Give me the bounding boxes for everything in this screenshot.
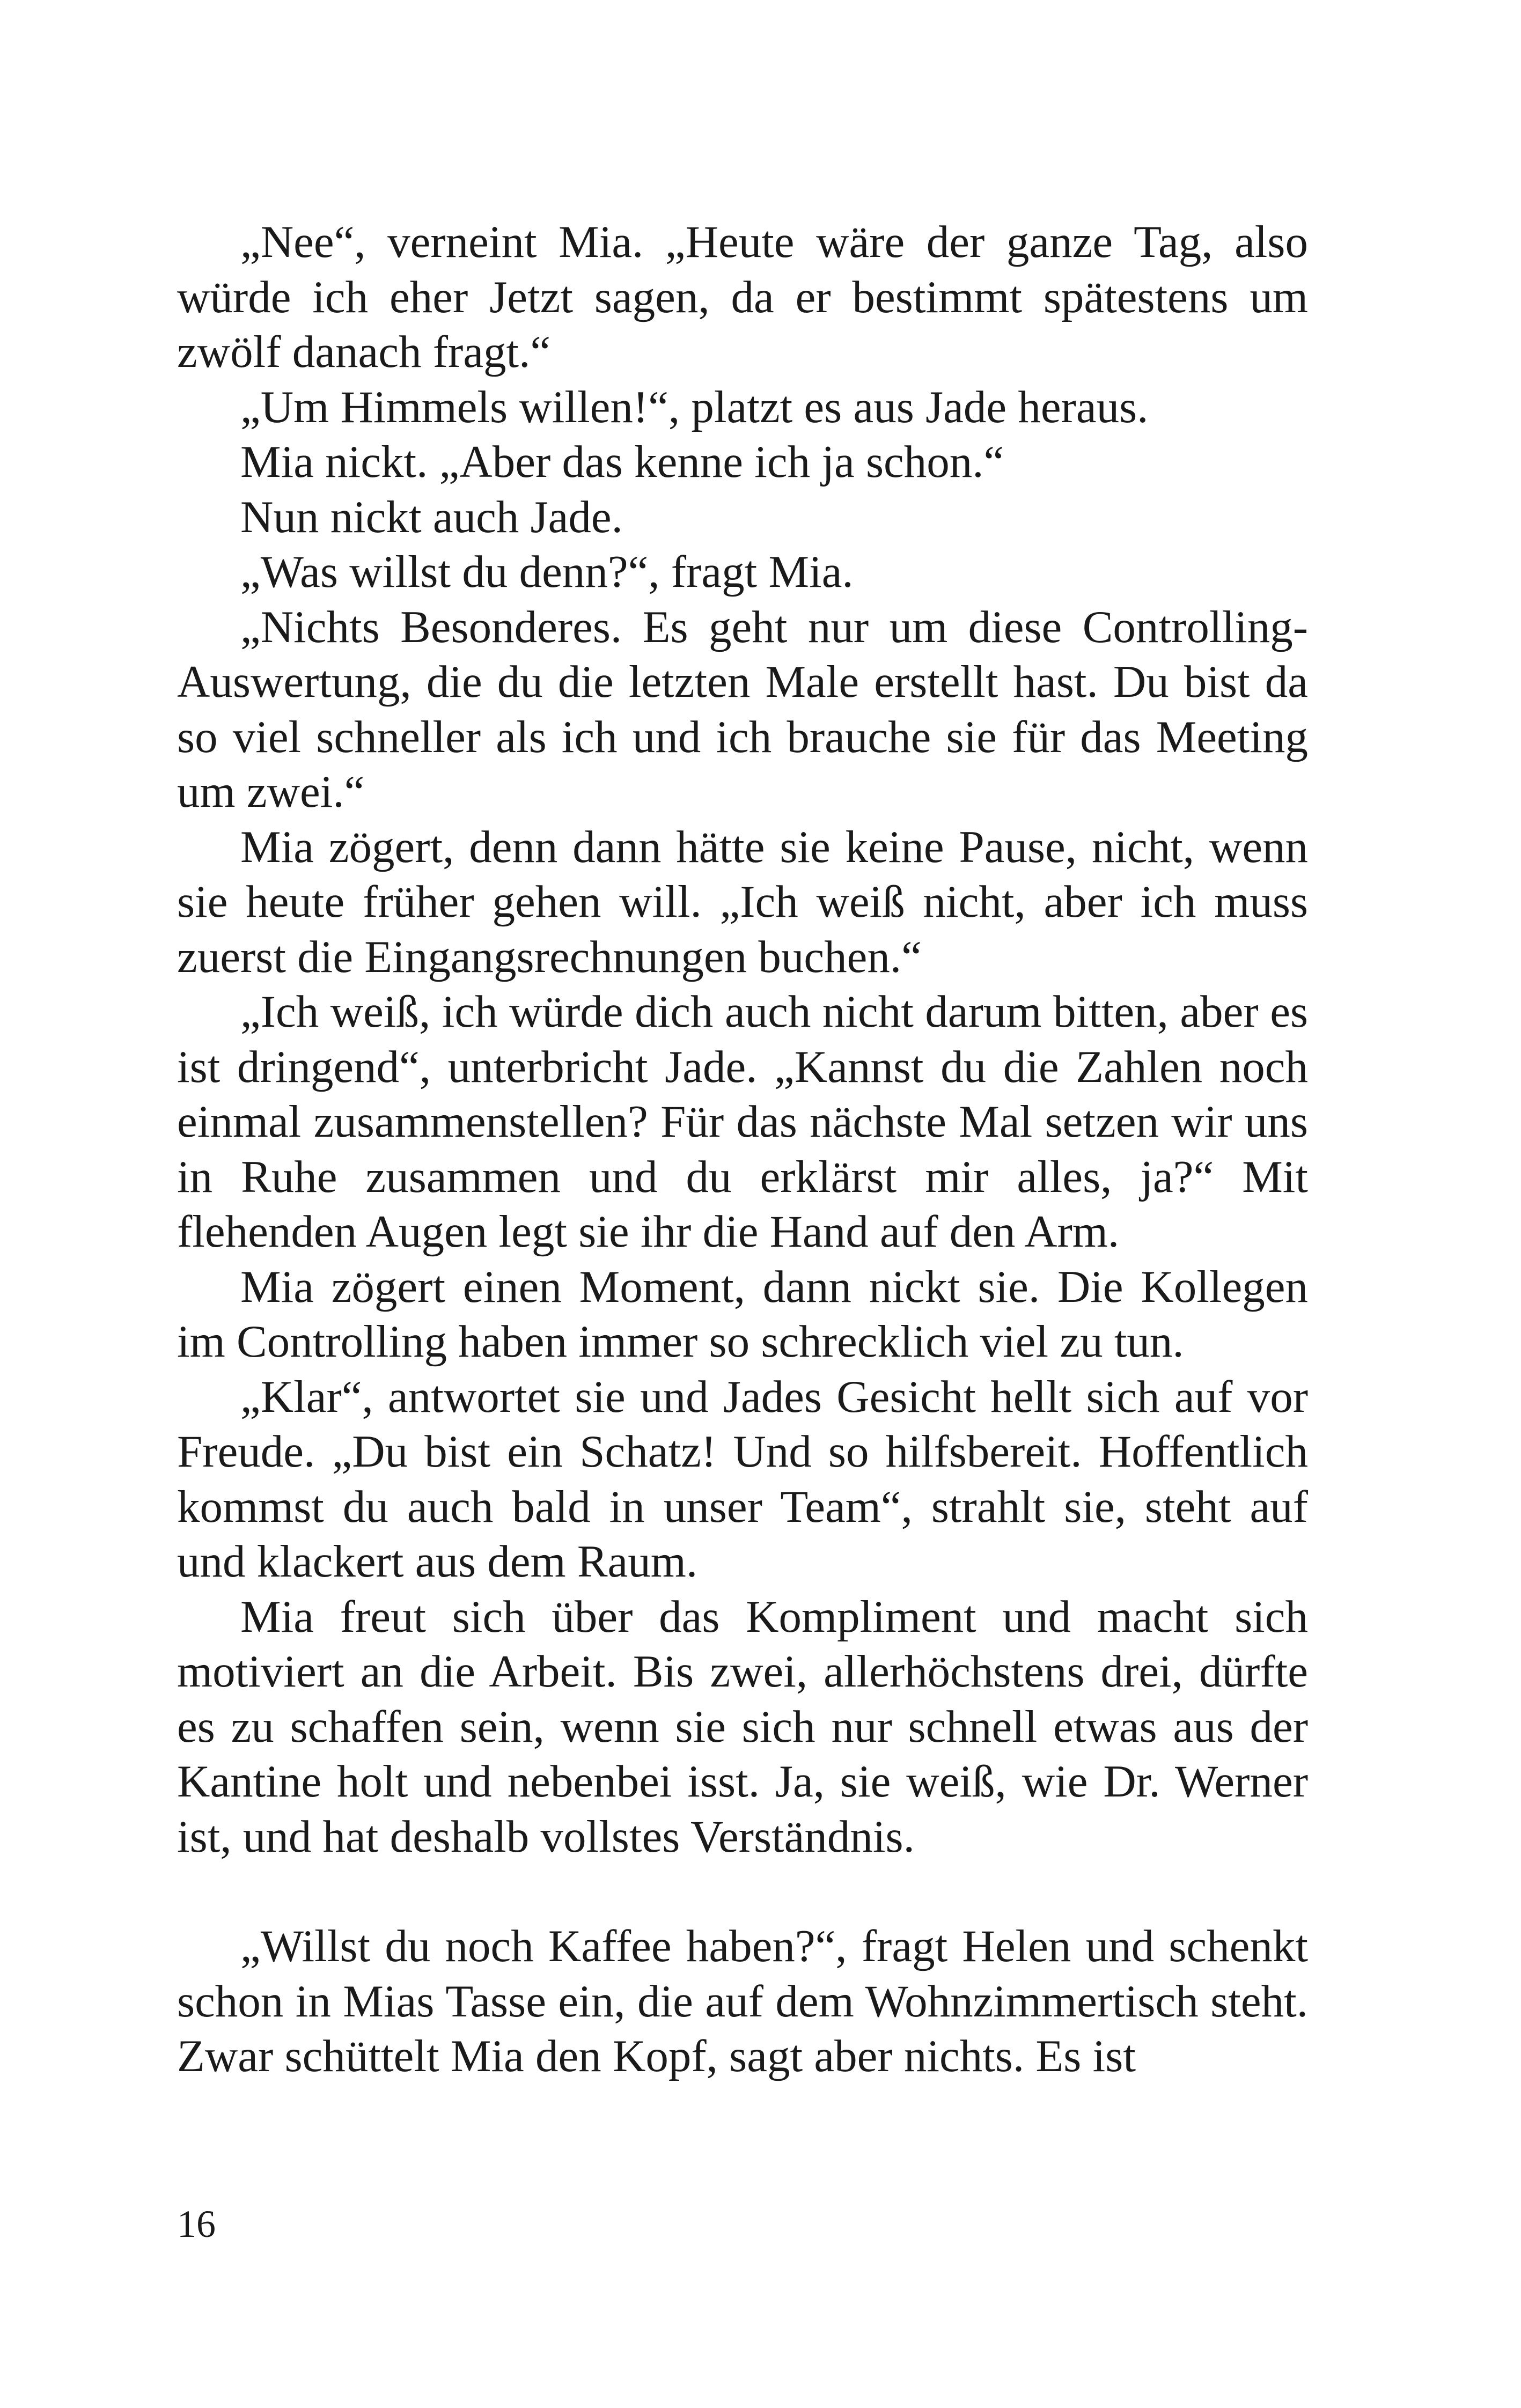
paragraph: „Ich weiß, ich würde dich auch nicht darum bitten, aber es ist dringend“, unterbricht Jade. „Kannst du die Zahlen noch einmal zusammenstellen? Für das nächste Mal setzen wir uns in Ruhe zusammen und du erklärst mir alles, ja?“ Mit flehenden Augen legt sie ihr die Hand auf den Arm. xyxy=(177,986,1308,1257)
paragraph: Mia freut sich über das Kompliment und macht sich motiviert an die Arbeit. Bis zwei, allerhöchstens drei, dürfte es zu schaffen sein, wenn sie sich nur schnell etwas aus der Kantine holt und nebenbei isst. Ja, sie weiß, wie Dr. Werner ist, und hat deshalb vollstes Verständnis. xyxy=(177,1591,1308,1862)
paragraph: Mia zögert, denn dann hätte sie keine Pause, nicht, wenn sie heute früher gehen will. „Ich weiß nicht, aber ich muss zuerst die Eingangsrechnungen buchen.“ xyxy=(177,821,1308,982)
paragraph: „Nee“, verneint Mia. „Heute wäre der ganze Tag, also würde ich eher Jetzt sagen, da er bestimmt spätestens um zwölf danach fragt.“ xyxy=(177,217,1308,377)
paragraph: Nun nickt auch Jade. xyxy=(240,491,623,542)
paragraph: „Um Himmels willen!“, platzt es aus Jade heraus. xyxy=(240,381,1149,432)
paragraph: Mia zögert einen Moment, dann nickt sie. Die Kollegen im Controlling haben immer so schrecklich viel zu tun. xyxy=(177,1261,1308,1367)
paragraph: „Nichts Besonderes. Es geht nur um diese Controlling-Auswertung, die du die letzten Male erstellt hast. Du bist da so viel schneller als ich und ich brauche sie für das Meeting um zwei.“ xyxy=(177,601,1308,817)
body-text xyxy=(177,215,1308,2084)
page-number: 16 xyxy=(177,2203,216,2245)
paragraph: Mia nickt. „Aber das kenne ich ja schon.“ xyxy=(240,437,1004,487)
paragraph: „Was willst du denn?“, fragt Mia. xyxy=(240,547,854,597)
paragraph: „Willst du noch Kaffee haben?“, fragt Helen und schenkt schon in Mias Tasse ein, die auf dem Wohnzimmertisch steht. Zwar schüttelt Mia den Kopf, sagt aber nichts. Es ist xyxy=(177,1921,1308,2081)
paragraph: „Klar“, antwortet sie und Jades Gesicht hellt sich auf vor Freude. „Du bist ein Schatz! Und so hilfsbereit. Hoffentlich kommst du auch bald in unser Team“, strahlt sie, steht auf und klackert aus dem Raum. xyxy=(177,1371,1308,1587)
